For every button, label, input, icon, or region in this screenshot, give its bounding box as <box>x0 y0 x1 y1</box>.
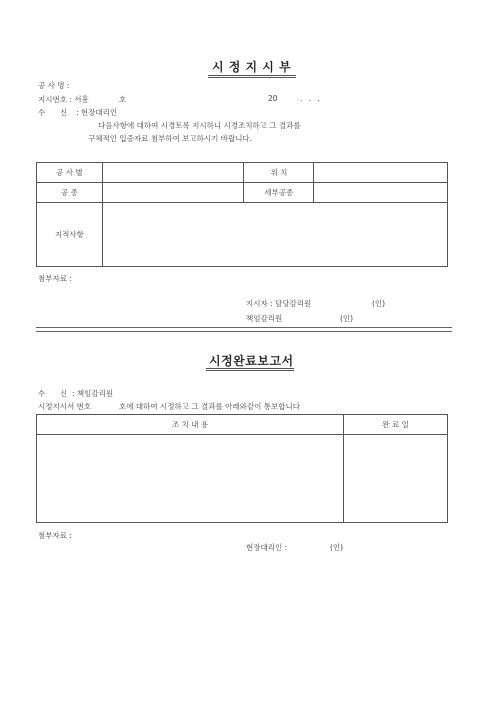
work-area-cell[interactable] <box>102 163 244 183</box>
report-notice-prefix: 시정지시서 번호 <box>38 402 92 411</box>
order-date-prefix: 20 <box>268 94 278 103</box>
report-table <box>36 414 448 523</box>
order-attachments-label: 첨부자료 : <box>38 274 72 283</box>
report-attachments-label: 첨부자료 : <box>38 531 72 540</box>
order-number-suffix: 호 <box>119 95 127 104</box>
action-content-cell[interactable] <box>37 435 344 523</box>
detail-type-label: 세부공종 <box>244 183 314 203</box>
issuer-label: 지시자 : 담당감리원 <box>246 299 312 308</box>
remarks-label: 지적사항 <box>37 203 103 267</box>
work-area-label: 공 사 별 <box>37 163 103 183</box>
order-title-underline-2 <box>208 77 296 78</box>
report-title-underline <box>206 368 294 369</box>
order-number-label: 지시번호 : 서흥 <box>38 95 89 104</box>
order-recipient-value: : 현장대리인 <box>76 108 118 117</box>
report-title-underline-2 <box>206 370 294 371</box>
site-agent-seal: (인) <box>330 543 344 552</box>
chief-supervisor-label: 책임감리원 <box>246 314 283 323</box>
location-label: 위 치 <box>244 163 314 183</box>
report-recipient-value: : 책임감리원 <box>72 389 114 398</box>
project-name-label: 공 사 명 : <box>38 81 70 90</box>
report-recipient-label: 수 <box>38 389 46 398</box>
remarks-cell[interactable] <box>102 203 447 267</box>
location-cell[interactable] <box>314 163 448 183</box>
order-body-line2: 구체적인 입증자료 첨부하여 보고하시기 바랍니다. <box>88 134 253 143</box>
order-table <box>36 162 448 267</box>
order-body-line1: 다음사항에 대하여 시경토록 지시하니 시경조치하고 그 결과를 <box>98 121 301 130</box>
issuer-seal: (인) <box>372 299 386 308</box>
order-date-dots: . . . <box>300 94 322 103</box>
action-content-header: 조 치 내 용 <box>37 415 344 435</box>
chief-supervisor-seal: (인) <box>340 314 354 323</box>
report-recipient-label-2: 신 <box>60 389 68 398</box>
order-recipient-label-2: 신 <box>60 108 68 117</box>
order-title: 시 정 지 시 부 <box>212 60 292 74</box>
detail-type-cell[interactable] <box>314 183 448 203</box>
completion-date-cell[interactable] <box>344 435 448 523</box>
completion-date-header: 완 료 일 <box>344 415 448 435</box>
order-title-underline <box>208 75 296 76</box>
order-recipient-label: 수 <box>38 108 46 117</box>
work-type-cell[interactable] <box>102 183 244 203</box>
site-agent-label: 현장대리인 : <box>246 543 288 552</box>
work-type-label: 공 종 <box>37 183 103 203</box>
report-title: 시정완료보고서 <box>209 354 294 368</box>
report-notice-rest: 호에 대하여 시정하고 그 결과를 아래와같이 통보합니다 <box>119 402 300 411</box>
section-separator <box>36 327 452 332</box>
